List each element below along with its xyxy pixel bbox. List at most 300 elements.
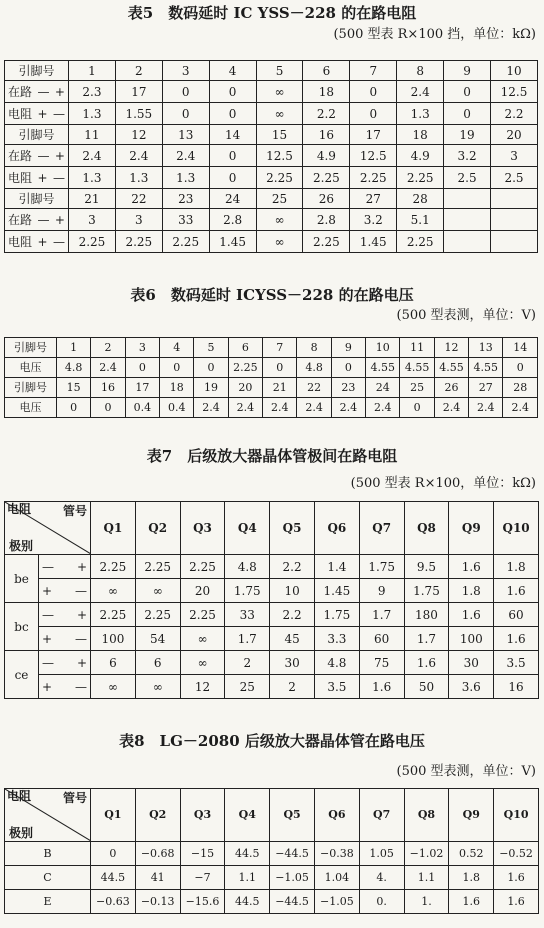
voltage-value: 0 [91,842,136,866]
row-label-text: 在路 [8,212,33,227]
resistance-value: 1.3 [69,103,116,125]
voltage-value: −0.68 [135,842,180,866]
pin-number: 24 [366,378,400,398]
voltage-value: −0.13 [135,890,180,914]
resistance-value: 1.75 [225,579,270,603]
column-header-tube: Q10 [494,789,539,842]
polarity-cell [39,651,91,675]
resistance-value: 2.25 [397,231,444,253]
pin-number: 18 [397,125,444,145]
row-label-text: 电阻 [8,106,33,121]
column-header-tube: Q2 [135,789,180,842]
polarity-sign: + [42,583,53,598]
resistance-value: 3.5 [494,651,539,675]
polarity-cell [39,603,91,627]
voltage-value: −0.52 [494,842,539,866]
polarity-sign: — [75,679,87,694]
resistance-value: 2.25 [91,555,136,579]
pin-label: 引脚号 [5,61,69,81]
polarity-sign: + [54,212,65,227]
resistance-value: 12 [180,675,225,699]
resistance-value: 0 [209,145,256,167]
pin-number: 16 [303,125,350,145]
pin-number: 6 [303,61,350,81]
voltage-value: 2.4 [297,398,331,418]
pin-number: 13 [162,125,209,145]
resistance-value: 0 [444,103,491,125]
voltage-value: 1.6 [494,866,539,890]
resistance-value: 30 [270,651,315,675]
pin-number: 15 [256,125,303,145]
polarity-sign: + [42,631,53,646]
corner-label-tube: 管号 [62,791,87,805]
resistance-value: ∞ [135,579,180,603]
column-header-tube: Q9 [449,502,494,555]
row-label-inner [5,214,68,226]
pin-label: 引脚号 [5,125,69,145]
voltage-value: 2.4 [263,398,297,418]
resistance-value: 18 [303,81,350,103]
pin-number: 7 [263,338,297,358]
resistance-value: 1.3 [69,167,116,189]
voltage-value: 4.55 [434,358,468,378]
column-header-tube: Q7 [359,789,404,842]
resistance-value [444,231,491,253]
voltage-value: 2.4 [228,398,262,418]
table-corner-header [5,789,91,842]
pole-label: ce [5,651,39,699]
table6-pin-row [5,378,538,398]
pin-number [491,189,538,209]
resistance-value: 2.4 [115,145,162,167]
resistance-value: 3.2 [350,209,397,231]
table7-value-row [5,627,539,651]
pin-number: 11 [400,338,434,358]
pin-number: 19 [194,378,228,398]
row-label [5,209,69,231]
resistance-value: 2.25 [135,555,180,579]
voltage-value: 0.4 [125,398,159,418]
table5-value-row [5,145,538,167]
table5-value-row [5,103,538,125]
column-header-tube: Q4 [225,502,270,555]
resistance-value: 2.25 [397,167,444,189]
polarity-cell-pair [39,657,90,669]
resistance-value: 2.8 [209,209,256,231]
resistance-value: 6 [91,651,136,675]
polarity-sign: + [76,607,87,622]
table5-pin-row [5,61,538,81]
voltage-value: −1.02 [404,842,449,866]
pin-number: 3 [125,338,159,358]
column-header-tube: Q2 [135,502,180,555]
voltage-value: −15 [180,842,225,866]
pin-number: 22 [115,189,162,209]
pin-number [444,189,491,209]
corner-label-pole: 极别 [9,826,34,840]
resistance-value: 3.5 [314,675,359,699]
resistance-value: 1.45 [209,231,256,253]
voltage-value: −1.05 [314,890,359,914]
voltage-value: −44.5 [270,842,315,866]
row-label-text: 在路 [8,148,33,163]
resistance-value: 20 [180,579,225,603]
table5-pin-row [5,189,538,209]
row-label [5,231,69,253]
resistance-value: 4.9 [303,145,350,167]
resistance-value: 0 [350,81,397,103]
pin-number: 26 [434,378,468,398]
pin-number: 8 [297,338,331,358]
resistance-value: 17 [115,81,162,103]
resistance-value: 1.7 [359,603,404,627]
table-corner-header [5,502,91,555]
table8-unit: (500 型表测，单位：V) [396,764,536,779]
table7 [4,501,539,699]
voltage-value: 0 [160,358,194,378]
voltage-value: 4.55 [400,358,434,378]
voltage-value: 1.6 [449,890,494,914]
resistance-value: 2.25 [180,555,225,579]
resistance-value: 4.8 [225,555,270,579]
table7-unit: (500 型表 R×100，单位：kΩ) [350,476,536,491]
polarity-cell-pair [39,681,90,693]
column-header-tube: Q6 [314,502,359,555]
column-header-tube: Q5 [270,789,315,842]
resistance-value: 5.1 [397,209,444,231]
resistance-value: 12.5 [256,145,303,167]
voltage-value: 2.25 [228,358,262,378]
resistance-value: 1.75 [404,579,449,603]
table7-header-row [5,502,539,555]
pin-number: 22 [297,378,331,398]
resistance-value: 2.5 [491,167,538,189]
polarity-cell [39,555,91,579]
pin-label: 引脚号 [5,189,69,209]
pin-number: 24 [209,189,256,209]
table6-unit: (500 型表测，单位：V) [396,308,536,323]
voltage-value: −15.6 [180,890,225,914]
resistance-value: 2.25 [69,231,116,253]
resistance-value: ∞ [256,209,303,231]
resistance-value: 0 [209,103,256,125]
polarity-sign: — [42,655,54,670]
resistance-value: 100 [449,627,494,651]
resistance-value: ∞ [91,579,136,603]
resistance-value: 2 [270,675,315,699]
resistance-value: 0 [162,103,209,125]
table5-value-row [5,167,538,189]
voltage-value: 44.5 [225,890,270,914]
voltage-value: 4.55 [469,358,503,378]
pole-label: B [5,842,91,866]
resistance-value: 33 [162,209,209,231]
voltage-value: 1.04 [314,866,359,890]
pin-number: 17 [350,125,397,145]
resistance-value: 180 [404,603,449,627]
voltage-value: 1.05 [359,842,404,866]
row-label [5,167,69,189]
table5-pin-row [5,125,538,145]
resistance-value: 2.2 [270,603,315,627]
resistance-value: 1.6 [449,555,494,579]
resistance-value: ∞ [256,81,303,103]
resistance-value: 30 [449,651,494,675]
voltage-value: 0 [91,398,125,418]
resistance-value: 3 [115,209,162,231]
pin-number: 25 [256,189,303,209]
resistance-value: ∞ [135,675,180,699]
resistance-value: 1.7 [225,627,270,651]
resistance-value: 50 [404,675,449,699]
column-header-tube: Q3 [180,789,225,842]
corner-label-resistance: 电阻 [7,789,32,803]
voltage-value: 2.4 [194,398,228,418]
voltage-value: 2.4 [469,398,503,418]
resistance-value [491,209,538,231]
table7-value-row [5,675,539,699]
pin-number: 21 [69,189,116,209]
resistance-value: 3 [491,145,538,167]
resistance-value: 1.8 [494,555,539,579]
resistance-value: 75 [359,651,404,675]
column-header-tube: Q9 [449,789,494,842]
pin-number: 11 [69,125,116,145]
pin-number: 4 [209,61,256,81]
row-label-text: 电阻 [8,170,33,185]
resistance-value: 1.75 [314,603,359,627]
resistance-value: 2.2 [491,103,538,125]
resistance-value: 1.3 [397,103,444,125]
resistance-value: 2.25 [115,231,162,253]
resistance-value: ∞ [91,675,136,699]
column-header-tube: Q7 [359,502,404,555]
pin-number: 15 [57,378,91,398]
pin-number: 27 [350,189,397,209]
table6-voltage-row [5,358,538,378]
table8-value-row [5,890,539,914]
voltage-label: 电压 [5,358,57,378]
pin-number: 6 [228,338,262,358]
pin-number: 28 [397,189,444,209]
resistance-value: 1.6 [494,627,539,651]
row-label [5,103,69,125]
voltage-value: −7 [180,866,225,890]
resistance-value: 2.4 [162,145,209,167]
pin-number: 1 [57,338,91,358]
resistance-value: 2.3 [69,81,116,103]
table8 [4,788,539,914]
resistance-value: 2.5 [444,167,491,189]
resistance-value: 3.6 [449,675,494,699]
voltage-value: 1.1 [225,866,270,890]
resistance-value: 3.2 [444,145,491,167]
voltage-value: 1.8 [449,866,494,890]
table7-value-row [5,603,539,627]
resistance-value: 1.6 [359,675,404,699]
polarity-sign: + [42,679,53,694]
resistance-value: 9 [359,579,404,603]
pole-label: be [5,555,39,603]
resistance-value: 2.25 [180,603,225,627]
resistance-value: 2 [225,651,270,675]
pin-number: 28 [503,378,538,398]
resistance-value: 1.75 [359,555,404,579]
pin-number: 17 [125,378,159,398]
resistance-value: ∞ [180,627,225,651]
pin-number: 5 [256,61,303,81]
voltage-value: 0 [57,398,91,418]
resistance-value: 10 [270,579,315,603]
pin-number: 14 [209,125,256,145]
polarity-sign: — [75,583,87,598]
table7-value-row [5,651,539,675]
column-header-tube: Q8 [404,502,449,555]
resistance-value: 2.25 [350,167,397,189]
polarity-sign: + [54,148,65,163]
voltage-value: 4.8 [297,358,331,378]
resistance-value: 2.25 [256,167,303,189]
pin-number: 23 [162,189,209,209]
pin-number: 14 [503,338,538,358]
table8-header-row [5,789,539,842]
column-header-tube: Q3 [180,502,225,555]
resistance-value: 0 [162,81,209,103]
voltage-value: 1.1 [404,866,449,890]
resistance-value: 25 [225,675,270,699]
table7-value-row [5,579,539,603]
table8-title: 表8 LG－2080 后级放大器晶体管在路电压 [119,732,425,750]
voltage-value: 2.4 [434,398,468,418]
resistance-value: 2.25 [135,603,180,627]
resistance-value: 12.5 [491,81,538,103]
pole-label: C [5,866,91,890]
table5-title: 表5 数码延时 IC YSS－228 的在路电阻 [127,4,417,22]
resistance-value: 16 [494,675,539,699]
voltage-value: 1. [404,890,449,914]
pin-number: 4 [160,338,194,358]
table6-title: 表6 数码延时 ICYSS－228 的在路电压 [130,286,414,304]
table7-title: 表7 后级放大器晶体管极间在路电阻 [146,447,398,465]
resistance-value: 2.8 [303,209,350,231]
polarity-cell-pair [39,633,90,645]
pin-number: 7 [350,61,397,81]
resistance-value: 1.3 [162,167,209,189]
voltage-value: 0 [400,398,434,418]
column-header-tube: Q8 [404,789,449,842]
resistance-value: 1.45 [314,579,359,603]
voltage-value: 4. [359,866,404,890]
pole-label: E [5,890,91,914]
resistance-value: 1.7 [404,627,449,651]
table6-pin-row [5,338,538,358]
pin-number: 19 [444,125,491,145]
row-label-inner [5,86,68,98]
resistance-value: 3.3 [314,627,359,651]
resistance-value: 4.8 [314,651,359,675]
resistance-value: ∞ [256,231,303,253]
voltage-value: 44.5 [91,866,136,890]
voltage-value: 0.52 [449,842,494,866]
resistance-value [444,209,491,231]
resistance-value: 2.25 [303,231,350,253]
row-label-inner [5,172,68,184]
table5-value-row [5,209,538,231]
resistance-value: ∞ [256,103,303,125]
row-label-inner [5,108,68,120]
column-header-tube: Q10 [494,502,539,555]
pin-number: 26 [303,189,350,209]
voltage-value: 0 [125,358,159,378]
pin-number: 18 [160,378,194,398]
pin-number: 9 [444,61,491,81]
column-header-tube: Q5 [270,502,315,555]
pin-label: 引脚号 [5,338,57,358]
resistance-value: 54 [135,627,180,651]
resistance-value: 2.2 [303,103,350,125]
resistance-value: 2.25 [91,603,136,627]
voltage-value: −0.38 [314,842,359,866]
voltage-value: 1.6 [494,890,539,914]
table5-value-row [5,81,538,103]
resistance-value [491,231,538,253]
row-label-text: 在路 [8,84,33,99]
voltage-value: 41 [135,866,180,890]
resistance-value: 60 [494,603,539,627]
polarity-sign: — [52,106,65,121]
voltage-value: −44.5 [270,890,315,914]
voltage-value: 4.8 [57,358,91,378]
voltage-value: 0 [503,358,538,378]
resistance-value: 9.5 [404,555,449,579]
polarity-sign: — [75,631,87,646]
resistance-value: 1.6 [449,603,494,627]
column-header-tube: Q1 [91,789,136,842]
polarity-sign: — [42,607,54,622]
voltage-value: −1.05 [270,866,315,890]
voltage-label: 电压 [5,398,57,418]
voltage-value: 2.4 [331,398,365,418]
pin-number: 23 [331,378,365,398]
pin-number: 2 [91,338,125,358]
row-label-text: 电阻 [8,234,33,249]
resistance-value: 2.2 [270,555,315,579]
polarity-sign: — [52,234,65,249]
table6-voltage-row [5,398,538,418]
resistance-value: 4.9 [397,145,444,167]
resistance-value: 0 [209,167,256,189]
pin-number: 2 [115,61,162,81]
polarity-cell-pair [39,609,90,621]
resistance-value: 45 [270,627,315,651]
voltage-value: 0. [359,890,404,914]
pin-number: 27 [469,378,503,398]
pin-label: 引脚号 [5,378,57,398]
resistance-value: 1.8 [449,579,494,603]
row-label [5,145,69,167]
pin-number: 12 [115,125,162,145]
polarity-cell [39,579,91,603]
pin-number: 1 [69,61,116,81]
resistance-value: 1.6 [494,579,539,603]
column-header-tube: Q6 [314,789,359,842]
corner-label-pole: 极别 [9,539,34,553]
resistance-value: 0 [209,81,256,103]
resistance-value: ∞ [180,651,225,675]
polarity-sign: + [37,106,48,121]
polarity-sign: — [52,170,65,185]
voltage-value: 0.4 [160,398,194,418]
